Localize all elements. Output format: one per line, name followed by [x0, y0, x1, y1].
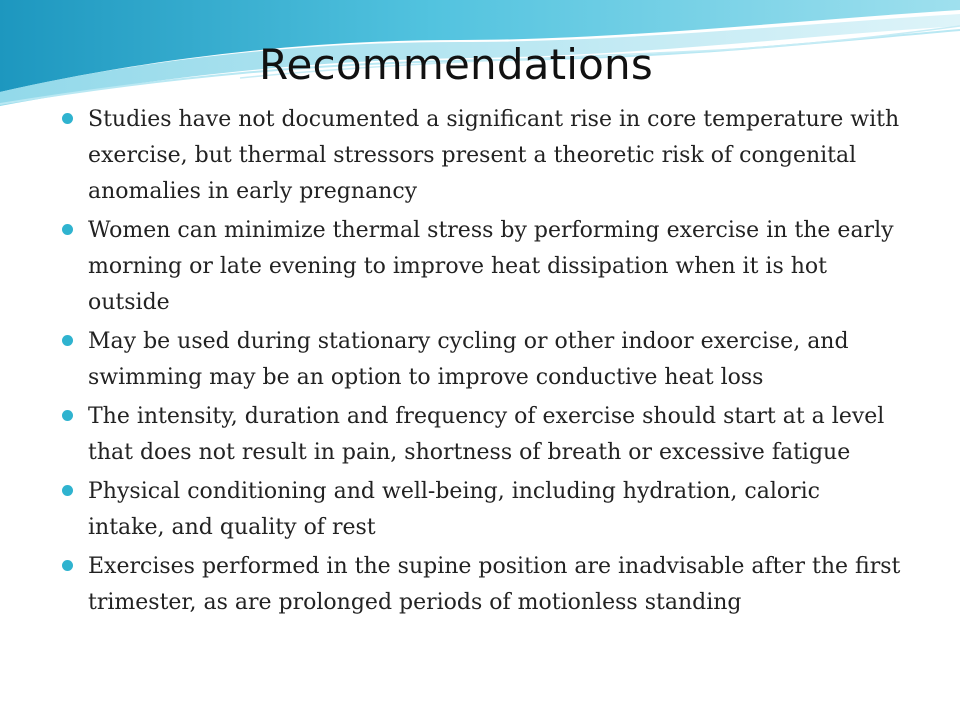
bullet-item: [62, 324, 902, 396]
bullet-item: [62, 549, 902, 621]
bullet-text: The intensity, duration and frequency of exercise should start at a level that does not result in pain, shortness of breath or excessive fatigue: [88, 404, 885, 465]
bullet-text: Studies have not documented a significant rise in core temperature with exercise, but thermal stressors present a theoretic risk of congenital anomalies in early pregnancy: [88, 107, 900, 204]
bullet-text: Exercises performed in the supine position are inadvisable after the first trimester, as are prolonged periods of motionless standing: [88, 554, 901, 615]
bullet-dot-icon: [62, 410, 73, 421]
bullet-text: Women can minimize thermal stress by performing exercise in the early morning or late evening to improve heat dissipation when it is hot outside: [88, 218, 894, 315]
bullet-item: [62, 399, 902, 471]
bullet-dot-icon: [62, 113, 73, 124]
slide-title: Recommendations: [259, 40, 653, 89]
bullet-dot-icon: [62, 224, 73, 235]
bullet-dot-icon: [62, 335, 73, 346]
bullet-dot-icon: [62, 485, 73, 496]
bullet-item: [62, 474, 902, 546]
bullet-dot-icon: [62, 560, 73, 571]
bullet-item: [62, 102, 902, 210]
bullet-list: [62, 102, 902, 624]
bullet-text: May be used during stationary cycling or other indoor exercise, and swimming may be an option to improve conductive heat loss: [88, 329, 849, 390]
bullet-text: Physical conditioning and well-being, including hydration, caloric intake, and quality of rest: [88, 479, 820, 540]
bullet-item: [62, 213, 902, 321]
